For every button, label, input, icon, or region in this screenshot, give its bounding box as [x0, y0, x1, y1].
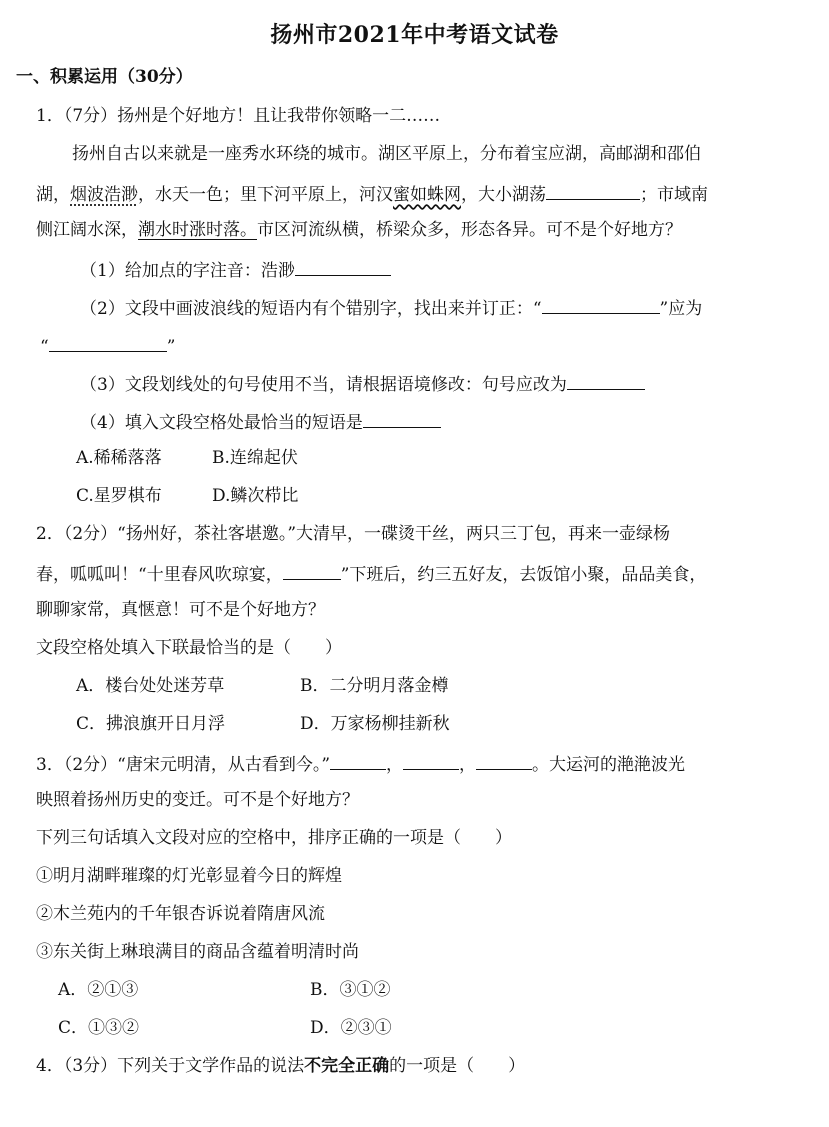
q4-line-1 — [36, 1055, 525, 1077]
text: 4．（3分）下列关于文学作品的说法 — [36, 1056, 305, 1076]
q2-option-d[interactable]: D．万家杨柳挂新秋 — [300, 714, 450, 734]
wavy-phrase: 蜜如蛛网 — [393, 185, 461, 205]
q3-line-2: 映照着扬州历史的变迁。可不是个好地方？ — [36, 790, 359, 810]
text: 市区河流纵横，桥梁众多，形态各异。可不是个好地方？ — [257, 220, 682, 240]
text: 侧江阔水深， — [36, 220, 138, 240]
q3-line-1 — [36, 751, 685, 776]
text: ；市域南 — [640, 185, 708, 205]
text: 3．（2分）“唐宋元明清，从古看到今。” — [36, 755, 331, 775]
text: ”下班后，约三五好友，去饭馆小聚，品品美食， — [340, 565, 707, 585]
q2-option-a[interactable]: A．楼台处处迷芳草 — [76, 676, 225, 696]
q1-sub-1 — [80, 257, 391, 282]
q1-paragraph-line-3 — [36, 219, 682, 241]
q3-option-d[interactable]: D．②③① — [310, 1018, 392, 1038]
q3-choice-3: ③东关街上琳琅满目的商品含蕴着明清时尚 — [36, 942, 359, 962]
text: 春，呱呱叫！“十里春风吹琼宴， — [36, 565, 283, 585]
section-heading: 一、积累运用（30分） — [16, 67, 193, 87]
q3-choice-1: ①明月湖畔璀璨的灯光彰显着今日的辉煌 — [36, 866, 342, 886]
text: ”应为 — [659, 299, 703, 319]
fill-blank[interactable] — [49, 333, 167, 352]
fill-blank[interactable] — [283, 561, 341, 580]
text: 湖， — [36, 185, 70, 205]
fill-blank[interactable] — [476, 751, 532, 770]
q1-option-a[interactable]: A.稀稀落落 — [76, 448, 162, 468]
q3-prompt: 下列三句话填入文段对应的空格中，排序正确的一项是（ ） — [36, 828, 512, 848]
fill-blank[interactable] — [295, 257, 391, 276]
q1-option-d[interactable]: D.鳞次栉比 — [212, 486, 299, 506]
fill-blank[interactable] — [363, 409, 441, 428]
text: （1）给加点的字注音：浩渺 — [80, 261, 295, 281]
text: 的一项是（ ） — [389, 1056, 526, 1076]
fill-blank[interactable] — [546, 181, 640, 200]
q2-line-2 — [36, 561, 706, 586]
q1-sub-4 — [80, 409, 441, 434]
q1-option-b[interactable]: B.连绵起伏 — [212, 448, 298, 468]
text: ， — [459, 755, 477, 775]
q2-line-3: 聊聊家常，真惬意！可不是个好地方？ — [36, 600, 325, 620]
text: ， — [386, 755, 404, 775]
q2-option-b[interactable]: B．二分明月落金樽 — [300, 676, 449, 696]
q3-option-a[interactable]: A．②①③ — [58, 980, 139, 1000]
text: ，大小湖荡 — [461, 185, 546, 205]
q1-sub-2 — [80, 295, 702, 320]
text: （4）填入文段空格处最恰当的短语是 — [80, 413, 363, 433]
q1-option-c[interactable]: C.星罗棋布 — [76, 486, 162, 506]
q2-prompt: 文段空格处填入下联最恰当的是（ ） — [36, 638, 342, 658]
q1-paragraph-line-1: 扬州自古以来就是一座秀水环绕的城市。湖区平原上，分布着宝应湖，高邮湖和邵伯 — [72, 144, 701, 164]
fill-blank[interactable] — [330, 751, 386, 770]
text: （3）文段划线处的句号使用不当，请根据语境修改：句号应改为 — [80, 375, 567, 395]
q1-sub-2-cont — [40, 333, 175, 358]
q2-option-c[interactable]: C．拂浪旗开日月浮 — [76, 714, 226, 734]
q3-choice-2: ②木兰苑内的千年银杏诉说着隋唐风流 — [36, 904, 325, 924]
dotted-phrase: 烟波浩渺 — [70, 185, 138, 205]
emphasis-text: 不完全正确 — [304, 1056, 390, 1076]
page-title: 扬州市2021年中考语文试卷 — [270, 22, 559, 48]
fill-blank[interactable] — [567, 371, 645, 390]
text: 。大运河的滟滟波光 — [532, 755, 686, 775]
underlined-sentence: 潮水时涨时落。 — [138, 220, 257, 240]
text: ” — [166, 337, 176, 357]
q1-paragraph-line-2 — [36, 181, 708, 206]
text: ，水天一色；里下河平原上，河汉 — [138, 185, 393, 205]
q3-option-b[interactable]: B．③①② — [310, 980, 391, 1000]
q1-intro: 1．（7分）扬州是个好地方！且让我带你领略一二…… — [36, 106, 441, 126]
q1-sub-3 — [80, 371, 645, 396]
fill-blank[interactable] — [542, 295, 660, 314]
q2-line-1: 2．（2分）“扬州好，茶社客堪邀。”大清早，一碟烫干丝，两只三丁包，再来一壶绿杨 — [36, 524, 671, 544]
text: “ — [40, 337, 49, 357]
text: （2）文段中画波浪线的短语内有个错别字，找出来并订正：“ — [80, 299, 542, 319]
q3-option-c[interactable]: C．①③② — [58, 1018, 140, 1038]
fill-blank[interactable] — [403, 751, 459, 770]
